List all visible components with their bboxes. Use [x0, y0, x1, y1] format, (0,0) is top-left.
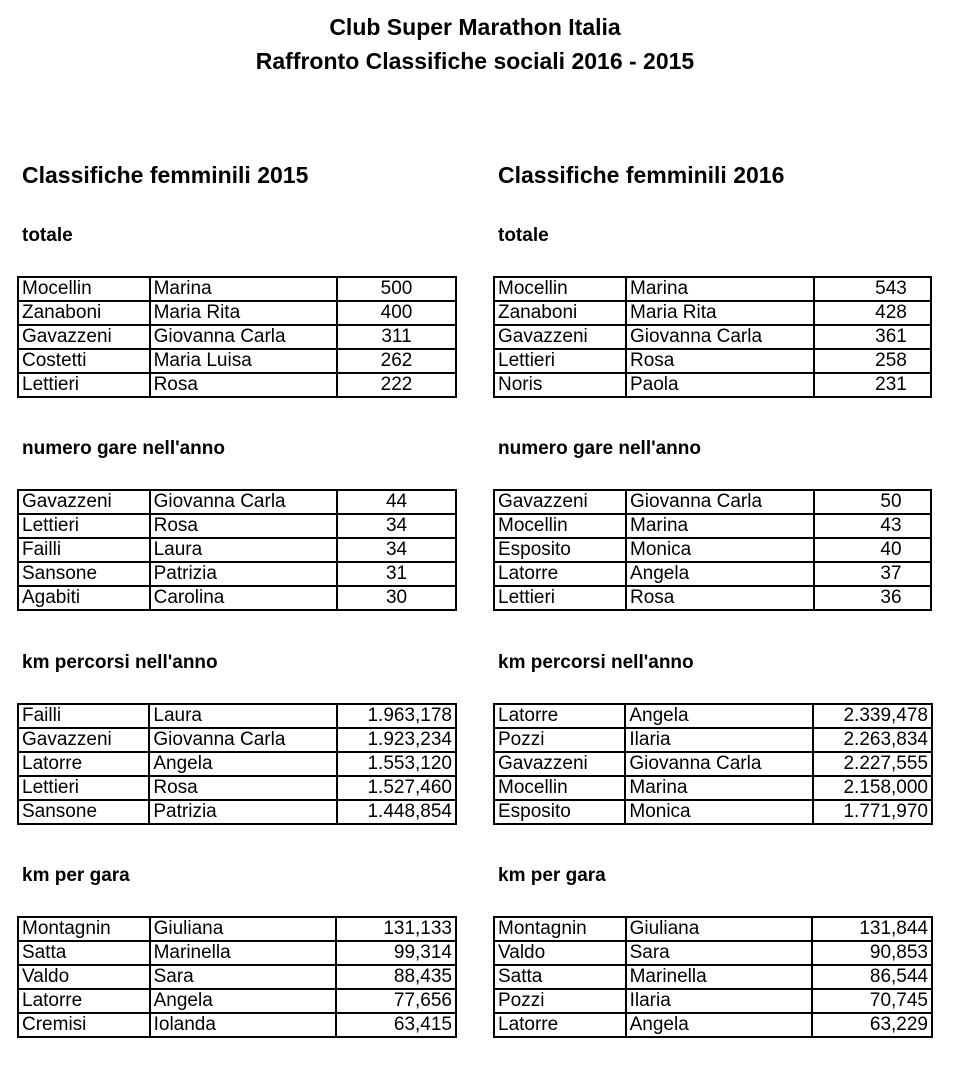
section-km-year-heading: km percorsi nell'anno — [498, 652, 694, 673]
first-name-cell: Giovanna Carla — [626, 325, 814, 349]
first-name-cell: Giuliana — [626, 917, 813, 941]
value-cell: 86,544 — [812, 965, 932, 989]
surname-cell: Esposito — [494, 800, 625, 824]
value-cell: 88,435 — [336, 965, 456, 989]
first-name-cell: Sara — [150, 965, 337, 989]
first-name-cell: Marina — [150, 277, 337, 301]
first-name-cell: Rosa — [150, 373, 337, 397]
surname-cell: Pozzi — [494, 728, 625, 752]
surname-cell: Noris — [494, 373, 626, 397]
value-cell: 37 — [814, 562, 931, 586]
section-total-heading: totale — [22, 225, 73, 246]
document-subtitle: Raffronto Classifiche sociali 2016 - 2015 — [255, 48, 695, 74]
surname-cell: Satta — [494, 965, 626, 989]
first-name-cell: Maria Rita — [150, 301, 337, 325]
value-cell: 34 — [337, 538, 456, 562]
first-name-cell: Giovanna Carla — [626, 490, 814, 514]
surname-cell: Gavazzeni — [18, 325, 150, 349]
section-total-heading: totale — [498, 225, 549, 246]
value-cell: 1.923,234 — [337, 728, 457, 752]
first-name-cell: Angela — [150, 989, 337, 1013]
table-row — [494, 490, 931, 514]
section-race-count-heading: numero gare nell'anno — [498, 438, 701, 459]
surname-cell: Sansone — [18, 562, 150, 586]
surname-cell: Costetti — [18, 349, 150, 373]
surname-cell: Gavazzeni — [18, 490, 150, 514]
table-row — [18, 562, 456, 586]
value-cell: 2.339,478 — [813, 704, 933, 728]
value-cell: 1.553,120 — [337, 752, 457, 776]
first-name-cell: Rosa — [150, 514, 337, 538]
section-total-table — [493, 276, 932, 398]
table-row — [18, 538, 456, 562]
first-name-cell: Laura — [150, 538, 337, 562]
value-cell: 2.158,000 — [813, 776, 933, 800]
table-row — [18, 800, 456, 824]
surname-cell: Mocellin — [494, 277, 626, 301]
section-km-per-race-table — [493, 916, 933, 1038]
value-cell: 400 — [337, 301, 456, 325]
value-cell: 1.448,854 — [337, 800, 457, 824]
surname-cell: Lettieri — [494, 349, 626, 373]
surname-cell: Sansone — [18, 800, 149, 824]
value-cell: 222 — [337, 373, 456, 397]
table-row — [494, 514, 931, 538]
table-row — [18, 586, 456, 610]
first-name-cell: Laura — [149, 704, 336, 728]
first-name-cell: Maria Luisa — [150, 349, 337, 373]
table-row — [18, 728, 456, 752]
first-name-cell: Carolina — [150, 586, 337, 610]
value-cell: 36 — [814, 586, 931, 610]
section-km-year-table — [493, 703, 933, 825]
section-km-per-race-heading: km per gara — [22, 865, 130, 886]
surname-cell: Zanaboni — [18, 301, 150, 325]
first-name-cell: Angela — [149, 752, 336, 776]
surname-cell: Mocellin — [494, 514, 626, 538]
first-name-cell: Maria Rita — [626, 301, 814, 325]
table-row — [18, 373, 456, 397]
first-name-cell: Rosa — [626, 349, 814, 373]
table-row — [494, 1013, 932, 1037]
table-row — [18, 776, 456, 800]
table-row — [494, 941, 932, 965]
first-name-cell: Patrizia — [149, 800, 336, 824]
surname-cell: Cremisi — [18, 1013, 150, 1037]
table-row — [494, 800, 932, 824]
first-name-cell: Angela — [626, 562, 814, 586]
value-cell: 50 — [814, 490, 931, 514]
first-name-cell: Rosa — [149, 776, 336, 800]
first-name-cell: Sara — [626, 941, 813, 965]
value-cell: 131,133 — [336, 917, 456, 941]
table-row — [18, 490, 456, 514]
surname-cell: Montagnin — [18, 917, 150, 941]
table-row — [18, 1013, 456, 1037]
table-row — [494, 562, 931, 586]
surname-cell: Gavazzeni — [494, 752, 625, 776]
first-name-cell: Giovanna Carla — [625, 752, 812, 776]
surname-cell: Valdo — [18, 965, 150, 989]
surname-cell: Failli — [18, 538, 150, 562]
value-cell: 258 — [814, 349, 931, 373]
table-row — [18, 941, 456, 965]
first-name-cell: Angela — [625, 704, 812, 728]
table-row — [494, 728, 932, 752]
first-name-cell: Giuliana — [150, 917, 337, 941]
value-cell: 543 — [814, 277, 931, 301]
table-row — [18, 917, 456, 941]
value-cell: 63,415 — [336, 1013, 456, 1037]
surname-cell: Montagnin — [494, 917, 626, 941]
surname-cell: Latorre — [494, 1013, 626, 1037]
first-name-cell: Marina — [626, 514, 814, 538]
value-cell: 90,853 — [812, 941, 932, 965]
first-name-cell: Ilaria — [626, 989, 813, 1013]
table-row — [18, 277, 456, 301]
section-km-year-table — [17, 703, 457, 825]
table-row — [18, 965, 456, 989]
surname-cell: Mocellin — [494, 776, 625, 800]
first-name-cell: Giovanna Carla — [150, 490, 337, 514]
surname-cell: Lettieri — [18, 776, 149, 800]
surname-cell: Latorre — [494, 562, 626, 586]
document-title: Club Super Marathon Italia — [329, 14, 621, 40]
table-row — [494, 776, 932, 800]
first-name-cell: Marina — [625, 776, 812, 800]
table-row — [18, 989, 456, 1013]
value-cell: 70,745 — [812, 989, 932, 1013]
table-row — [18, 325, 456, 349]
value-cell: 43 — [814, 514, 931, 538]
value-cell: 77,656 — [336, 989, 456, 1013]
section-km-year-heading: km percorsi nell'anno — [22, 652, 218, 673]
first-name-cell: Monica — [625, 800, 812, 824]
table-row — [494, 704, 932, 728]
surname-cell: Latorre — [494, 704, 625, 728]
surname-cell: Satta — [18, 941, 150, 965]
value-cell: 262 — [337, 349, 456, 373]
first-name-cell: Rosa — [626, 586, 814, 610]
section-total-table — [17, 276, 457, 398]
section-km-per-race-heading: km per gara — [498, 865, 606, 886]
table-row — [494, 373, 931, 397]
value-cell: 131,844 — [812, 917, 932, 941]
first-name-cell: Patrizia — [150, 562, 337, 586]
value-cell: 34 — [337, 514, 456, 538]
table-row — [494, 586, 931, 610]
first-name-cell: Marina — [626, 277, 814, 301]
table-row — [494, 325, 931, 349]
value-cell: 2.263,834 — [813, 728, 933, 752]
first-name-cell: Angela — [626, 1013, 813, 1037]
surname-cell: Pozzi — [494, 989, 626, 1013]
table-row — [18, 349, 456, 373]
value-cell: 2.227,555 — [813, 752, 933, 776]
value-cell: 500 — [337, 277, 456, 301]
table-row — [18, 752, 456, 776]
table-row — [494, 301, 931, 325]
column-title: Classifiche femminili 2016 — [498, 162, 785, 188]
surname-cell: Mocellin — [18, 277, 150, 301]
section-km-per-race-table — [17, 916, 457, 1038]
section-race-count-table — [493, 489, 932, 611]
surname-cell: Lettieri — [18, 373, 150, 397]
table-row — [494, 277, 931, 301]
table-row — [18, 301, 456, 325]
first-name-cell: Giovanna Carla — [150, 325, 337, 349]
first-name-cell: Paola — [626, 373, 814, 397]
value-cell: 30 — [337, 586, 456, 610]
value-cell: 311 — [337, 325, 456, 349]
first-name-cell: Marinella — [150, 941, 337, 965]
surname-cell: Esposito — [494, 538, 626, 562]
value-cell: 31 — [337, 562, 456, 586]
surname-cell: Failli — [18, 704, 149, 728]
surname-cell: Valdo — [494, 941, 626, 965]
value-cell: 1.527,460 — [337, 776, 457, 800]
value-cell: 361 — [814, 325, 931, 349]
surname-cell: Latorre — [18, 752, 149, 776]
table-row — [18, 704, 456, 728]
surname-cell: Gavazzeni — [494, 325, 626, 349]
value-cell: 63,229 — [812, 1013, 932, 1037]
table-row — [18, 514, 456, 538]
surname-cell: Lettieri — [494, 586, 626, 610]
table-row — [494, 989, 932, 1013]
column-title: Classifiche femminili 2015 — [22, 162, 309, 188]
table-row — [494, 349, 931, 373]
value-cell: 1.963,178 — [337, 704, 457, 728]
table-row — [494, 538, 931, 562]
value-cell: 231 — [814, 373, 931, 397]
table-row — [494, 965, 932, 989]
section-race-count-heading: numero gare nell'anno — [22, 438, 225, 459]
table-row — [494, 917, 932, 941]
surname-cell: Latorre — [18, 989, 150, 1013]
surname-cell: Agabiti — [18, 586, 150, 610]
surname-cell: Gavazzeni — [494, 490, 626, 514]
first-name-cell: Iolanda — [150, 1013, 337, 1037]
first-name-cell: Marinella — [626, 965, 813, 989]
section-race-count-table — [17, 489, 457, 611]
value-cell: 1.771,970 — [813, 800, 933, 824]
first-name-cell: Monica — [626, 538, 814, 562]
surname-cell: Lettieri — [18, 514, 150, 538]
table-row — [494, 752, 932, 776]
surname-cell: Zanaboni — [494, 301, 626, 325]
value-cell: 428 — [814, 301, 931, 325]
value-cell: 99,314 — [336, 941, 456, 965]
first-name-cell: Giovanna Carla — [149, 728, 336, 752]
value-cell: 40 — [814, 538, 931, 562]
value-cell: 44 — [337, 490, 456, 514]
first-name-cell: Ilaria — [625, 728, 812, 752]
surname-cell: Gavazzeni — [18, 728, 149, 752]
